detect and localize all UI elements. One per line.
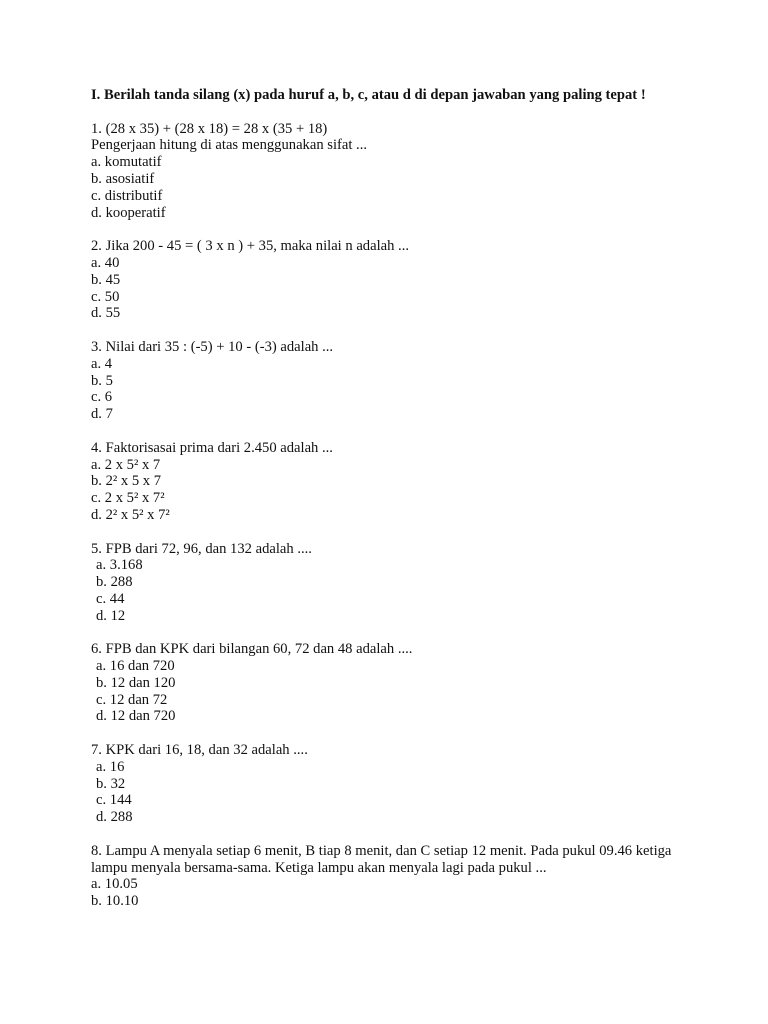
option-c: c. 50 <box>91 288 120 305</box>
question-text: 7. KPK dari 16, 18, dan 32 adalah .... <box>91 742 308 759</box>
question-text: 3. Nilai dari 35 : (-5) + 10 - (-3) adalah ... <box>91 338 334 355</box>
option-c: c. 2 x 5² x 7² <box>91 490 165 507</box>
option-b: b. 288 <box>96 574 133 591</box>
option-b: b. 10.10 <box>91 893 139 910</box>
question-6 <box>91 641 691 725</box>
option-d: d. kooperatif <box>91 204 166 221</box>
option-a: a. 2 x 5² x 7 <box>91 456 161 473</box>
option-a: a. 4 <box>91 355 113 372</box>
option-b: b. asosiatif <box>91 170 155 187</box>
option-d: d. 288 <box>96 809 133 826</box>
option-d: d. 2² x 5² x 7² <box>91 506 170 523</box>
option-d: d. 7 <box>91 406 113 423</box>
option-a: a. 3.168 <box>96 557 143 574</box>
instruction-heading: I. Berilah tanda silang (x) pada huruf a, b, c, atau d di depan jawaban yang paling tepat ! <box>91 87 646 103</box>
question-subtext: Pengerjaan hitung di atas menggunakan sifat ... <box>91 137 367 154</box>
option-b: b. 12 dan 120 <box>96 674 176 691</box>
question-text: 6. FPB dan KPK dari bilangan 60, 72 dan 48 adalah .... <box>91 641 413 658</box>
option-b: b. 32 <box>96 775 126 792</box>
question-5 <box>91 541 691 625</box>
question-text: 8. Lampu A menyala setiap 6 menit, B tiap 8 menit, dan C setiap 12 menit. Pada pukul 09.46 ketiga lampu menyala bersama-sama. Ketiga lampu akan menyala lagi pada pukul ... <box>91 842 676 876</box>
option-a: a. 16 dan 720 <box>96 658 175 675</box>
question-7 <box>91 742 691 826</box>
question-1 <box>91 121 691 222</box>
option-b: b. 45 <box>91 271 121 288</box>
option-c: c. 12 dan 72 <box>96 691 168 708</box>
question-2 <box>91 238 691 322</box>
option-a: a. 10.05 <box>91 876 138 893</box>
option-d: d. 12 dan 720 <box>96 708 176 725</box>
question-text: 5. FPB dari 72, 96, dan 132 adalah .... <box>91 540 312 557</box>
option-c: c. distributif <box>91 187 163 204</box>
option-d: d. 55 <box>91 305 121 322</box>
option-a: a. 40 <box>91 254 120 271</box>
option-c: c. 6 <box>91 389 113 406</box>
question-3 <box>91 339 691 423</box>
option-c: c. 144 <box>96 792 132 809</box>
option-d: d. 12 <box>96 607 126 624</box>
option-c: c. 44 <box>96 590 125 607</box>
option-a: a. 16 <box>96 758 125 775</box>
question-text: 1. (28 x 35) + (28 x 18) = 28 x (35 + 18) <box>91 120 328 137</box>
option-a: a. komutatif <box>91 154 162 171</box>
document-page <box>91 87 691 927</box>
question-text: 2. Jika 200 - 45 = ( 3 x n ) + 35, maka nilai n adalah ... <box>91 238 409 255</box>
option-b: b. 2² x 5 x 7 <box>91 473 162 490</box>
question-8 <box>91 843 691 910</box>
question-4 <box>91 440 691 524</box>
question-text: 4. Faktorisasai prima dari 2.450 adalah ... <box>91 439 333 456</box>
option-b: b. 5 <box>91 372 113 389</box>
